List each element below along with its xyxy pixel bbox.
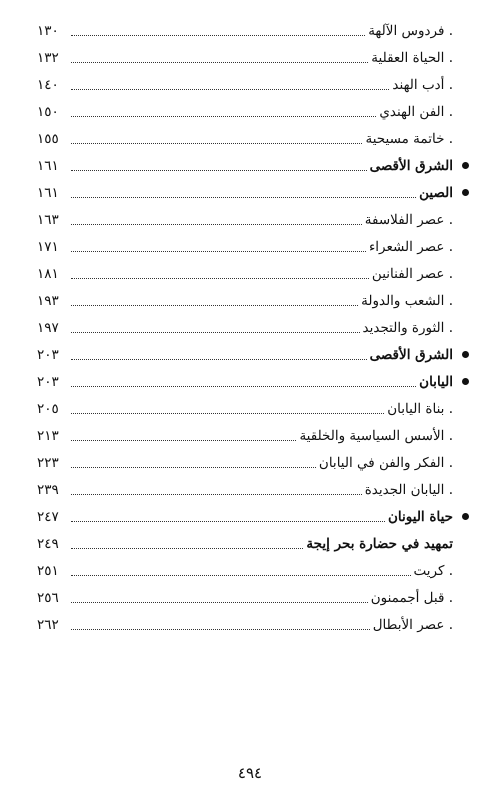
dot-leader	[71, 88, 389, 90]
dot-leader	[71, 520, 385, 522]
toc-entry-page: ٢٠٣	[37, 373, 59, 390]
toc-entry-page: ١٣٢	[37, 49, 59, 66]
dot-leader	[71, 547, 303, 549]
toc-entry-title: . عصر الأبطال	[372, 616, 453, 633]
toc-entry-page: ١٤٠	[37, 76, 59, 93]
toc-entry-page: ٢٢٣	[37, 454, 59, 471]
toc-entry	[37, 152, 477, 179]
dot-leader	[71, 34, 365, 36]
toc-entry-page: ١٣٠	[37, 22, 59, 39]
toc-entry-page: ١٩٣	[37, 292, 59, 309]
toc-entry	[37, 449, 477, 476]
toc-entry	[37, 476, 477, 503]
bullet-cell	[453, 189, 477, 196]
dot-leader	[71, 196, 416, 198]
toc-entry-page: ١٥٠	[37, 103, 59, 120]
dot-leader	[71, 250, 366, 252]
toc-entry-page: ٢٦٢	[37, 616, 59, 633]
dot-leader	[71, 223, 362, 225]
dot-leader	[71, 304, 358, 306]
toc-entry-page: ١٩٧	[37, 319, 59, 336]
bullet-cell	[453, 162, 477, 169]
bullet-icon	[462, 189, 469, 196]
toc-entry-page: ١٦١	[37, 184, 59, 201]
toc-entry	[37, 287, 477, 314]
dot-leader	[71, 466, 316, 468]
dot-leader	[71, 169, 367, 171]
table-of-contents	[37, 17, 477, 638]
toc-entry-page: ٢٤٩	[37, 535, 59, 552]
toc-entry-title: الصين	[419, 184, 453, 201]
toc-entry	[37, 17, 477, 44]
toc-entry	[37, 314, 477, 341]
toc-entry	[37, 584, 477, 611]
toc-entry-title: . فردوس الآلهة	[368, 22, 453, 39]
dot-leader	[71, 142, 362, 144]
toc-entry-page: ٢٤٧	[37, 508, 59, 525]
page-number: ٤٩٤	[237, 764, 263, 782]
toc-entry	[37, 260, 477, 287]
dot-leader	[71, 115, 376, 117]
dot-leader	[71, 412, 384, 414]
toc-entry	[37, 368, 477, 395]
toc-entry-title: . أدب الهند	[392, 76, 453, 93]
toc-entry-title: . الأسس السياسية والخلقية	[299, 427, 453, 444]
toc-entry-page: ١٦٣	[37, 211, 59, 228]
toc-entry-title: . بناة اليابان	[387, 400, 453, 417]
dot-leader	[71, 385, 416, 387]
toc-entry-title: . اليابان الجديدة	[364, 481, 453, 498]
toc-entry-title: . الفن الهندي	[379, 103, 453, 120]
toc-entry-title: . كريت	[413, 562, 453, 579]
dot-leader	[71, 331, 360, 333]
toc-entry-title: . خاتمة مسيحية	[365, 130, 453, 147]
toc-entry-page: ١٧١	[37, 238, 59, 255]
toc-entry-title: . الثورة والتجديد	[362, 319, 453, 336]
toc-entry-title: . قبل أجممنون	[370, 589, 453, 606]
toc-entry	[37, 530, 477, 557]
bullet-icon	[462, 378, 469, 385]
toc-entry	[37, 233, 477, 260]
toc-entry-page: ٢٠٣	[37, 346, 59, 363]
toc-entry-title: الشرق الأقصى	[369, 157, 453, 174]
toc-entry	[37, 206, 477, 233]
toc-entry-title: . عصر الشعراء	[368, 238, 453, 255]
toc-entry-title: تمهيد في حضارة بحر إيجة	[306, 535, 453, 552]
dot-leader	[71, 358, 367, 360]
toc-entry-page: ٢٥٦	[37, 589, 59, 606]
toc-entry-page: ١٨١	[37, 265, 59, 282]
toc-entry	[37, 98, 477, 125]
dot-leader	[71, 277, 369, 279]
bullet-icon	[462, 351, 469, 358]
dot-leader	[71, 61, 368, 63]
toc-entry	[37, 44, 477, 71]
toc-entry-page: ٢٥١	[37, 562, 59, 579]
toc-entry-title: حياة اليونان	[387, 508, 453, 525]
dot-leader	[71, 439, 296, 441]
bullet-cell	[453, 513, 477, 520]
toc-entry-title: . الفكر والفن في اليابان	[318, 454, 453, 471]
toc-entry-page: ١٥٥	[37, 130, 59, 147]
toc-entry	[37, 125, 477, 152]
toc-entries	[37, 17, 477, 638]
toc-entry-title: . عصر الفلاسفة	[364, 211, 453, 228]
toc-entry-page: ٢١٣	[37, 427, 59, 444]
toc-entry-page: ١٦١	[37, 157, 59, 174]
toc-entry	[37, 557, 477, 584]
toc-entry-title: . عصر الفنانين	[371, 265, 453, 282]
toc-entry	[37, 503, 477, 530]
toc-entry	[37, 179, 477, 206]
toc-entry	[37, 611, 477, 638]
toc-entry-title: اليابان	[419, 373, 453, 390]
toc-entry-title: . الشعب والدولة	[361, 292, 453, 309]
toc-entry	[37, 395, 477, 422]
toc-entry	[37, 341, 477, 368]
dot-leader	[71, 601, 368, 603]
dot-leader	[71, 493, 362, 495]
bullet-icon	[462, 162, 469, 169]
dot-leader	[71, 628, 370, 630]
bullet-cell	[453, 378, 477, 385]
dot-leader	[71, 574, 411, 576]
toc-entry	[37, 422, 477, 449]
toc-entry-title: الشرق الأقصى	[369, 346, 453, 363]
toc-entry	[37, 71, 477, 98]
toc-entry-page: ٢٠٥	[37, 400, 59, 417]
toc-entry-title: . الحياة العقلية	[371, 49, 453, 66]
toc-entry-page: ٢٣٩	[37, 481, 59, 498]
bullet-cell	[453, 351, 477, 358]
bullet-icon	[462, 513, 469, 520]
